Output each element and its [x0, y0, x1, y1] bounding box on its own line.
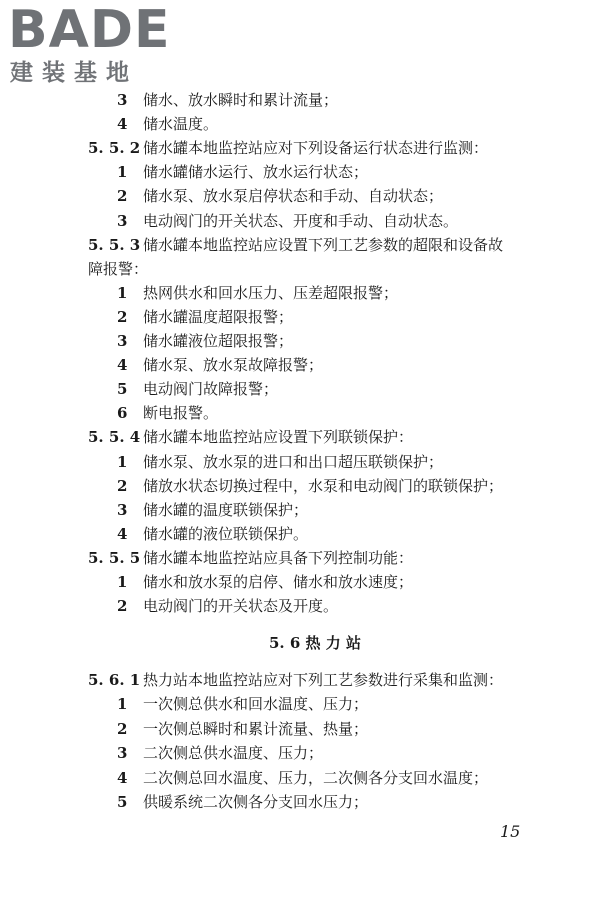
- item-number: 1: [117, 452, 128, 471]
- line-text: 热力站本地监控站应对下列工艺参数进行采集和监测：: [143, 671, 504, 689]
- section-title: 5. 6 热 力 站: [269, 634, 361, 652]
- item-number: 3: [117, 91, 128, 109]
- item-number: 2: [117, 719, 128, 738]
- line-text: 断电报警。: [143, 404, 219, 423]
- line-text: 储水罐本地监控站应具备下列控制功能：: [143, 548, 414, 567]
- line-text: 电动阀门的开关状态及开度。: [143, 597, 339, 616]
- clause-number: 5. 5. 2: [88, 139, 141, 158]
- line-text: 障报警：: [88, 259, 149, 278]
- item-number: 6: [117, 404, 128, 423]
- line-text: 一次侧总供水和回水温度、压力；: [143, 695, 369, 714]
- line-text: 储水罐储水运行、放水运行状态；: [143, 163, 369, 182]
- item-number: 4: [117, 356, 128, 375]
- logo-brand-en: BADE: [8, 0, 171, 60]
- line-text: 储水罐的液位联锁保护。: [143, 524, 309, 543]
- item-number: 2: [117, 597, 128, 616]
- line-text: 储水泵、放水泵的进口和出口超压联锁保护；: [143, 452, 444, 471]
- item-number: 1: [117, 573, 128, 591]
- line-text: 储水泵、放水泵故障报警；: [143, 356, 324, 375]
- line-text: 储水罐本地监控站应设置下列联锁保护：: [143, 428, 414, 447]
- clause-number: 5. 5. 5: [88, 548, 141, 567]
- item-number: 2: [117, 187, 128, 206]
- line-text: 储水罐液位超限报警；: [143, 332, 294, 350]
- line-text: 一次侧总瞬时和累计流量、热量；: [143, 719, 369, 738]
- item-number: 3: [117, 211, 128, 230]
- line-text: 热网供水和回水压力、压差超限报警；: [143, 283, 399, 302]
- item-number: 3: [117, 332, 128, 350]
- logo-brand-cn: 建装基地: [10, 60, 138, 86]
- item-number: 3: [117, 744, 128, 763]
- clause-number: 5. 6. 1: [88, 671, 141, 689]
- line-text: 储水、放水瞬时和累计流量；: [143, 91, 339, 109]
- line-text: 储水罐本地监控站应对下列设备运行状态进行监测：: [143, 139, 489, 158]
- line-text: 电动阀门的开关状态、开度和手动、自动状态。: [143, 211, 459, 230]
- item-number: 1: [117, 283, 128, 302]
- item-number: 2: [117, 476, 128, 495]
- item-number: 3: [117, 500, 128, 519]
- item-number: 4: [117, 115, 128, 134]
- item-number: 4: [117, 524, 128, 543]
- item-number: 1: [117, 163, 128, 182]
- line-text: 储水罐本地监控站应设置下列工艺参数的超限和设备故: [143, 235, 504, 254]
- line-text: 储水罐温度超限报警；: [143, 307, 294, 326]
- line-text: 储水温度。: [143, 115, 219, 134]
- line-text: 二次侧总供水温度、压力；: [143, 744, 324, 763]
- item-number: 2: [117, 307, 128, 326]
- clause-number: 5. 5. 4: [88, 428, 141, 447]
- page-number: 15: [500, 822, 521, 841]
- line-text: 供暖系统二次侧各分支回水压力；: [143, 793, 369, 811]
- item-number: 5: [117, 380, 128, 399]
- clause-number: 5. 5. 3: [88, 235, 141, 254]
- item-number: 1: [117, 695, 128, 714]
- line-text: 储水泵、放水泵启停状态和手动、自动状态；: [143, 187, 444, 206]
- line-text: 二次侧总回水温度、压力，二次侧各分支回水温度；: [143, 768, 489, 787]
- item-number: 4: [117, 768, 128, 787]
- line-text: 电动阀门故障报警；: [143, 380, 279, 399]
- line-text: 储放水状态切换过程中，水泵和电动阀门的联锁保护；: [143, 476, 504, 495]
- item-number: 5: [117, 793, 128, 811]
- line-text: 储水和放水泵的启停、储水和放水速度；: [143, 573, 414, 591]
- logo: [8, 0, 171, 87]
- line-text: 储水罐的温度联锁保护；: [143, 500, 309, 519]
